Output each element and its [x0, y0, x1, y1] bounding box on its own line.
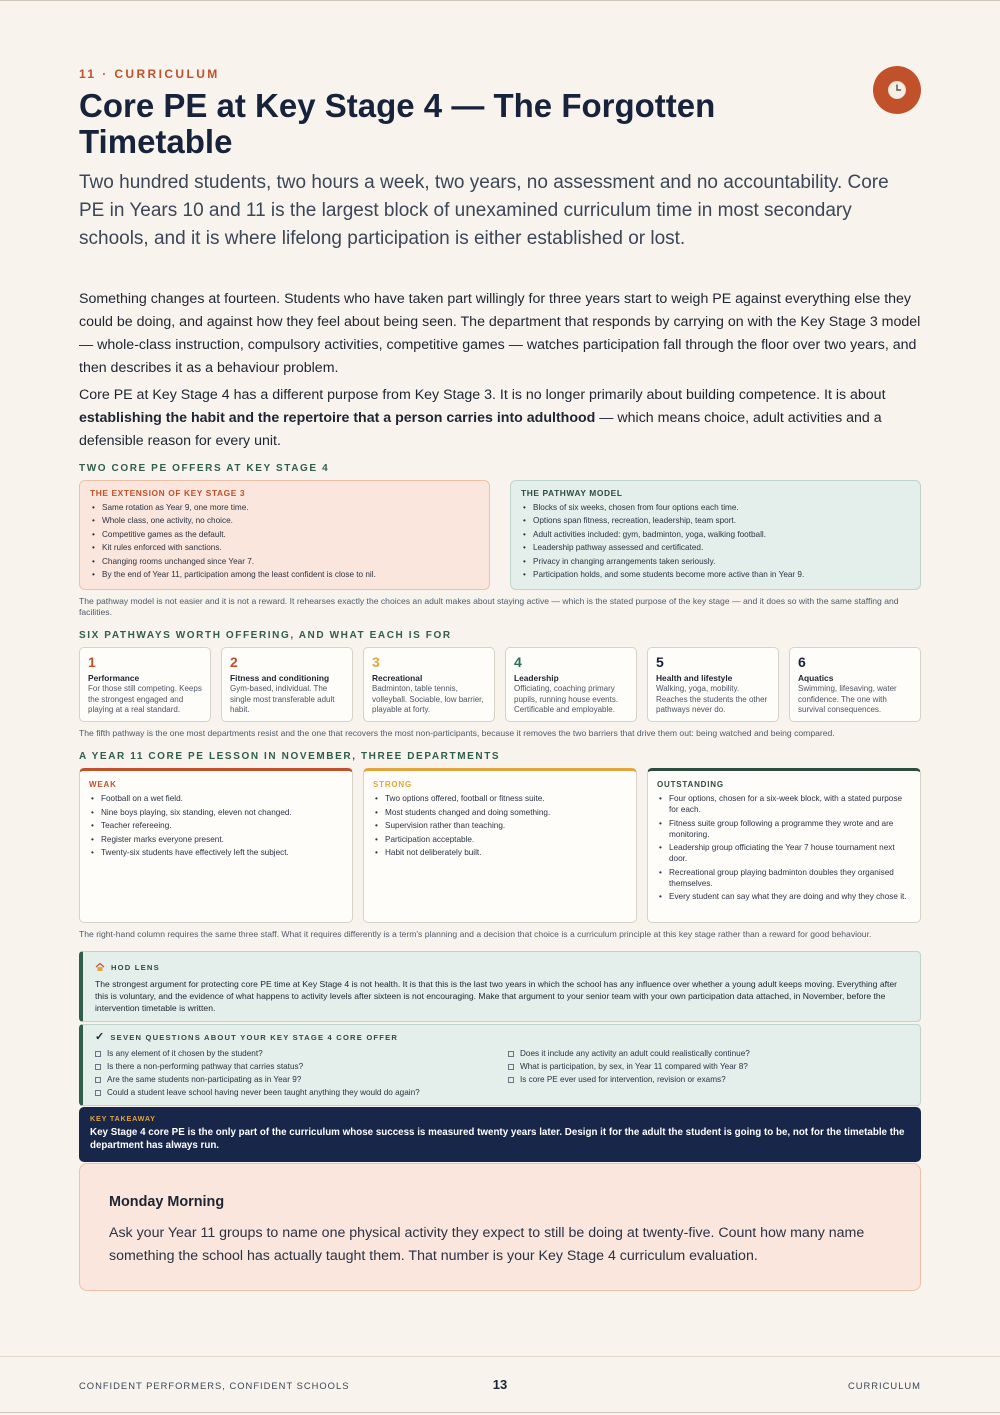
lesson-column-label: OUTSTANDING [657, 780, 724, 789]
pathway-number: 1 [88, 654, 96, 670]
pathway-name: Fitness and conditioning [230, 673, 330, 683]
list-item: • Twenty-six students have effectively left the subject. [89, 847, 343, 858]
pathway-desc: Walking, yoga, mobility. Reaches the students the other pathways never do. [656, 684, 768, 715]
list-item: • Options span fitness, recreation, leadership, team sport. [521, 514, 910, 527]
questions-grid [95, 1047, 908, 1099]
pathway-card-performance [79, 647, 211, 722]
list-item: • Recreational group playing badminton doubles they organised themselves. [657, 867, 911, 889]
pathway-card-health [647, 647, 779, 722]
pathway-number: 3 [372, 654, 380, 670]
pathway-number: 2 [230, 654, 238, 670]
questions-box [79, 1024, 921, 1106]
offers-caption: The pathway model is not easier and it is not a reward. It rehearses exactly the choices an adult makes about staying active — which is the stated purpose of the key stage — and it does so with the same staffing and facilities. [79, 596, 899, 617]
check-icon: ✓ [95, 1031, 106, 1043]
list-item: • Blocks of six weeks, chosen from four options each time. [521, 501, 910, 514]
pathway-desc: Gym-based, individual. The single most transferable adult habit. [230, 684, 335, 715]
list-item: • Participation holds, and some students become more active than in Year 9. [521, 568, 910, 581]
checkbox-icon[interactable] [95, 1051, 101, 1057]
list-item: • Privacy in changing arrangements taken seriously. [521, 555, 910, 568]
question-item [95, 1047, 508, 1060]
questions-header [95, 1032, 908, 1042]
lesson-column-label: STRONG [373, 780, 413, 789]
list-item: • Habit not deliberately built. [373, 847, 627, 858]
offers-heading: TWO CORE PE OFFERS AT KEY STAGE 4 [79, 463, 330, 474]
question-text: Is any element of it chosen by the student? [107, 1049, 263, 1058]
body-paragraph-1: Something changes at fourteen. Students who have taken part willingly for three years start to weigh PE against everything else they could be doing, and against how they feel about being seen. The department that responds by carrying on with the Key Stage 3 model — whole-class instruction, compulsory activities, competitive games — watches participation fall through the floor over two years, and then describes it as a behaviour problem. [79, 291, 921, 376]
pathway-desc: Officiating, coaching primary pupils, running house events. Certificable and employable. [514, 684, 619, 715]
pathway-box [510, 480, 921, 590]
pathway-card-aquatics [789, 647, 921, 722]
hod-lens-title: HOD LENS [111, 962, 160, 972]
question-text: Is there a non-performing pathway that carries status? [107, 1062, 304, 1071]
pathway-desc: Badminton, table tennis, volleyball. Sociable, low barrier, playable at forty. [372, 684, 484, 715]
body-paragraph-2-emphasis: establishing the habit and the repertoire that a person carries into adulthood [79, 410, 596, 426]
lesson-heading: A YEAR 11 CORE PE LESSON IN NOVEMBER, THREE DEPARTMENTS [79, 751, 501, 762]
pathway-number: 6 [798, 654, 806, 670]
list-item: • Changing rooms unchanged since Year 7. [90, 555, 479, 568]
extension-title: THE EXTENSION OF KEY STAGE 3 [90, 488, 246, 498]
pathway-name: Leadership [514, 673, 559, 683]
list-item: • By the end of Year 11, participation among the least confident is close to nil. [90, 568, 479, 581]
lesson-column-weak [79, 768, 353, 923]
lesson-caption: The right-hand column requires the same three staff. What it requires differently is a term's planning and a decision that choice is a curriculum principle at this key stage rather than a reward for good behaviour. [79, 929, 872, 939]
body-paragraph-2-start: Core PE at Key Stage 4 has a different purpose from Key Stage 3. It is no longer primarily about building competence. It is about [79, 387, 886, 403]
questions-right-column [508, 1047, 921, 1099]
lesson-column-label: WEAK [89, 780, 117, 789]
pathways-heading: SIX PATHWAYS WORTH OFFERING, AND WHAT EACH IS FOR [79, 630, 452, 641]
list-item: • Same rotation as Year 9, one more time. [90, 501, 479, 514]
pathway-name: Performance [88, 673, 140, 683]
lesson-list [89, 793, 343, 858]
monday-morning-text: Ask your Year 11 groups to name one physical activity they expect to still be doing at twenty-five. Count how many name something the school has actually taught them. That number is your Key Stage 4 curriculum evaluation. [109, 1225, 865, 1264]
list-item: • Supervision rather than teaching. [373, 820, 627, 831]
pathway-list [521, 501, 910, 581]
pathway-desc: Swimming, lifesaving, water confidence. The one with survival consequences. [798, 684, 897, 715]
list-item: • Adult activities included: gym, badminton, yoga, walking football. [521, 528, 910, 541]
extension-list [90, 501, 479, 581]
question-item [95, 1073, 508, 1086]
list-item: • Kit rules enforced with sanctions. [90, 541, 479, 554]
lesson-list [373, 793, 627, 858]
lesson-list [657, 793, 911, 902]
monday-morning-title: Monday Morning [109, 1194, 225, 1210]
pathway-number: 4 [514, 654, 522, 670]
pathway-desc: For those still competing. Keeps the strongest engaged and playing at a real standard. [88, 684, 202, 715]
checkbox-icon[interactable] [508, 1077, 514, 1083]
question-text: Could a student leave school having never been taught anything they would do again? [107, 1088, 420, 1097]
question-item [95, 1086, 508, 1099]
pathway-card-fitness [221, 647, 353, 722]
section-kicker: 11 · CURRICULUM [79, 67, 220, 81]
question-text: Does it include any activity an adult could realistically continue? [520, 1049, 750, 1058]
questions-title: SEVEN QUESTIONS ABOUT YOUR KEY STAGE 4 CORE OFFER [110, 1032, 399, 1042]
list-item: • Four options, chosen for a six-week block, with a stated purpose for each. [657, 793, 911, 815]
list-item: • Participation acceptable. [373, 834, 627, 845]
page-number: 13 [492, 1377, 508, 1392]
list-item: • Most students changed and doing something. [373, 807, 627, 818]
list-item: • Leadership pathway assessed and certificated. [521, 541, 910, 554]
list-item: • Football on a wet field. [89, 793, 343, 804]
list-item: • Teacher refereeing. [89, 820, 343, 831]
lesson-column-strong [363, 768, 637, 923]
pathway-card-recreational [363, 647, 495, 722]
standfirst: Two hundred students, two hours a week, two years, no assessment and no accountability. Core PE in Years 10 and 11 is the largest block of unexamined curriculum time in most secondary schools, and it is where lifelong participation is either established or lost. [79, 172, 889, 249]
house-icon [95, 962, 105, 972]
question-item [508, 1073, 921, 1086]
question-item [508, 1047, 921, 1060]
list-item: • Whole class, one activity, no choice. [90, 514, 479, 527]
list-item: • Competitive games as the default. [90, 528, 479, 541]
questions-left-column [95, 1047, 508, 1099]
pathway-name: Recreational [372, 673, 423, 683]
pathway-title: THE PATHWAY MODEL [521, 488, 623, 498]
body-paragraph-2-end: — which means choice, adult activities and a defensible reason for every unit. [79, 410, 882, 449]
question-text: What is participation, by sex, in Year 11 compared with Year 8? [520, 1062, 748, 1071]
extension-box [79, 480, 490, 590]
page-title: Core PE at Key Stage 4 — The Forgotten Timetable [79, 87, 716, 160]
monday-morning-box [79, 1163, 921, 1291]
list-item: • Every student can say what they are doing and why they chose it. [657, 891, 911, 902]
clock-badge [873, 66, 921, 114]
checkbox-icon[interactable] [95, 1090, 101, 1096]
key-takeaway-text: Key Stage 4 core PE is the only part of the curriculum whose success is measured twenty years later. Design it for the adult the student is going to be, not for the timetable the department has always run. [90, 1127, 905, 1151]
pathway-name: Aquatics [798, 673, 834, 683]
footer-divider [0, 1356, 1000, 1357]
pathway-number: 5 [656, 654, 664, 670]
hod-lens-box [79, 951, 921, 1022]
checkbox-icon[interactable] [95, 1077, 101, 1083]
body-paragraph-2 [79, 384, 921, 453]
list-item: • Nine boys playing, six standing, eleven not changed. [89, 807, 343, 818]
footer-left: CONFIDENT PERFORMERS, CONFIDENT SCHOOLS [79, 1380, 350, 1391]
pathways-caption: The fifth pathway is the one most departments resist and the one that recovers the most non-participants, because it removes the two barriers that drive them out: being watched and being compared. [79, 728, 835, 738]
checkbox-icon[interactable] [508, 1064, 514, 1070]
clock-icon [887, 80, 907, 100]
footer-right: CURRICULUM [847, 1380, 921, 1391]
list-item: • Leadership group officiating the Year 7 house tournament next door. [657, 842, 911, 864]
pathway-name: Health and lifestyle [656, 673, 733, 683]
list-item: • Register marks everyone present. [89, 834, 343, 845]
hod-lens-text: The strongest argument for protecting core PE time at Key Stage 4 is not health. It is that this is the last two years in which the school has any influence over whether a young adult keeps moving. Everything after this is voluntary, and the evidence of what happens to activity levels after sixteen is not encouraging. Make that argument to your senior team with your own participation data attached, in November, before the intervention timetable is written. [95, 979, 898, 1013]
pathway-card-leadership [505, 647, 637, 722]
lesson-column-outstanding [647, 768, 921, 923]
key-takeaway-box [79, 1107, 921, 1162]
checkbox-icon[interactable] [95, 1064, 101, 1070]
list-item: • Two options offered, football or fitness suite. [373, 793, 627, 804]
list-item: • Fitness suite group following a programme they wrote and are monitoring. [657, 818, 911, 840]
question-item [95, 1060, 508, 1073]
key-takeaway-label: KEY TAKEAWAY [90, 1114, 156, 1123]
checkbox-icon[interactable] [508, 1051, 514, 1057]
hod-lens-header [95, 962, 908, 972]
question-text: Is core PE ever used for intervention, revision or exams? [520, 1075, 726, 1084]
question-item [508, 1060, 921, 1073]
question-text: Are the same students non-participating as in Year 9? [107, 1075, 302, 1084]
